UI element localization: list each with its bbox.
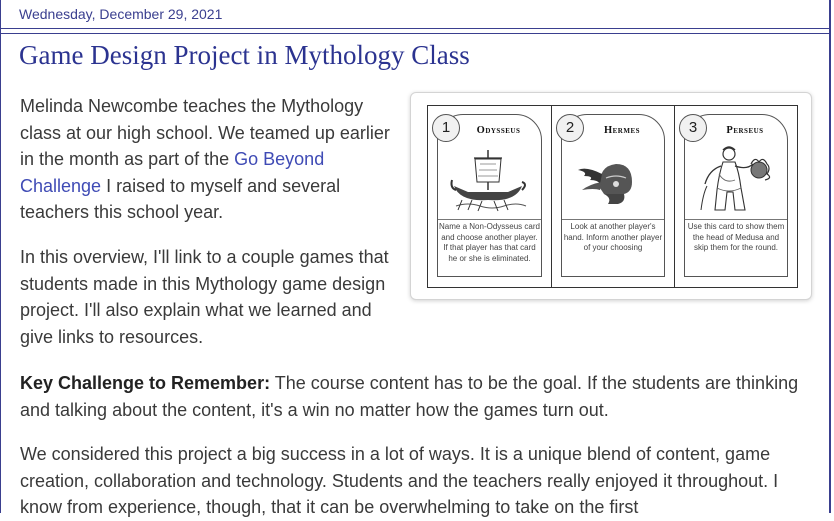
perseus-statue-icon [695,144,775,214]
card-number: 2 [556,114,584,142]
card-name: Hermes [603,125,641,136]
date-divider-secondary [1,33,830,34]
post-title[interactable]: Game Design Project in Mythology Class [19,40,470,70]
intro-text-end: I raised to myself and several teachers this school year. [20,175,341,222]
date-divider [1,28,830,29]
cards-strip [427,105,798,288]
intro-paragraph [20,93,390,226]
key-challenge-text: The course content has to be the goal. If the students are thinking and talking about the content, it's a win no matter how the games turn out. [20,373,799,420]
card-perseus [674,106,797,287]
card-hermes [551,106,674,287]
game-cards-image[interactable] [410,92,812,300]
card-description: Look at another player's hand. Inform another player of your choosing [562,219,664,274]
intro-text: Melinda Newcombe teaches the Mythology class at our high school. We teamed up earlier in the month as part of the [20,96,390,169]
key-challenge-label: Key Challenge to Remember: [20,373,271,393]
summary-paragraph: We considered this project a big success in a lot of ways. It is a unique blend of content, game creation, collaboration and technology. Students and the teachers really enjoyed it throughout. I know from experience, though, that it can be overwhelming to take on the first [20,444,779,517]
overview-paragraph: In this overview, I'll link to a couple games that students made in this Mythology game design project. I'll also explain what we learned and give links to resources. [20,247,389,347]
card-odysseus [428,106,551,287]
post-date: Wednesday, December 29, 2021 [19,6,223,22]
card-description: Name a Non-Odysseus card and choose another player. If that player has that card he or she is eliminated. [438,219,541,274]
card-name: Perseus [726,125,764,136]
winged-helmet-icon [572,144,652,214]
ship-icon [448,144,528,214]
card-name: Odysseus [476,125,521,136]
key-challenge-paragraph [20,370,810,423]
card-description: Use this card to show them the head of Medusa and skip them for the round. [685,219,787,274]
card-number: 1 [432,114,460,142]
card-number: 3 [679,114,707,142]
go-beyond-challenge-link[interactable]: Go Beyond Challenge [20,149,325,196]
